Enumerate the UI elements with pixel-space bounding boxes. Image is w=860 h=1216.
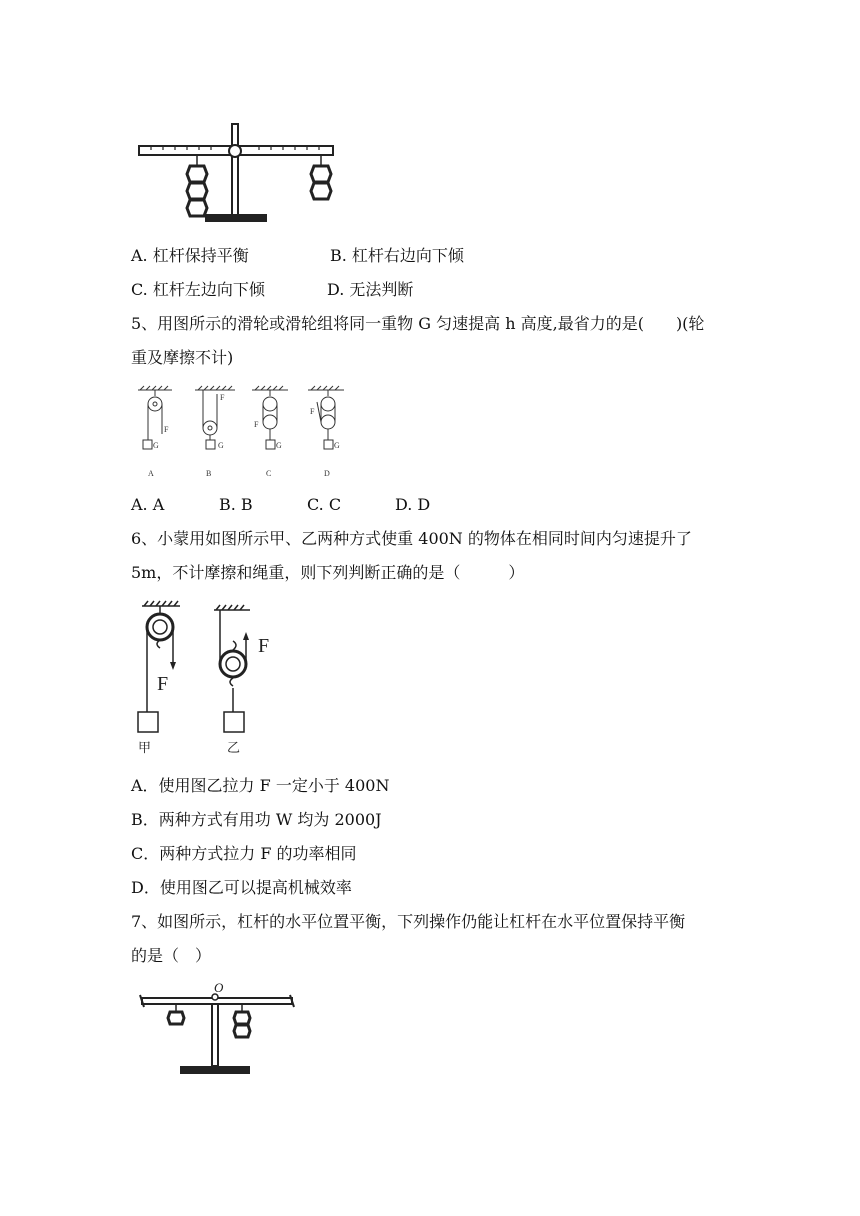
q6-option-b: B．两种方式有用功 W 均为 2000J: [131, 810, 382, 829]
q4-option-c: C. 杠杆左边向下倾: [131, 280, 265, 299]
q5-label-c: C: [266, 469, 272, 478]
q5-label-f-a: F: [164, 425, 169, 434]
lever-figure-1: [135, 120, 345, 230]
q4-option-a: A. 杠杆保持平衡: [131, 246, 249, 265]
q5-label-f-c: F: [254, 420, 259, 429]
pulley-figure-q6: [130, 600, 290, 758]
lever-figure-q7: [138, 980, 298, 1076]
q5-label-a: A: [148, 469, 154, 478]
q5-label-g-c: G: [276, 441, 282, 450]
q7-label-o: O: [214, 980, 224, 995]
q5-label-d: D: [324, 469, 330, 478]
q6-stem-line2: 5m，不计摩擦和绳重，则下列判断正确的是（ ）: [131, 563, 525, 582]
q6-stem-line1: 6、小蒙用如图所示甲、乙两种方式使重 400N 的物体在相同时间内匀速提升了: [131, 529, 692, 548]
q6-label-yi: 乙: [227, 740, 241, 755]
q5-option-c: C. C: [307, 495, 342, 514]
q5-label-b: B: [206, 469, 212, 478]
pulley-figure-q5: [130, 382, 365, 482]
q5-option-a: A. A: [131, 495, 165, 514]
q5-label-g-d: G: [334, 441, 340, 450]
q5-label-g-a: G: [153, 441, 159, 450]
q6-option-d: D．使用图乙可以提高机械效率: [131, 878, 352, 897]
q6-option-a: A．使用图乙拉力 F 一定小于 400N: [131, 776, 390, 795]
q4-option-d: D. 无法判断: [327, 280, 414, 299]
q6-label-f-yi: F: [258, 635, 270, 657]
q5-label-f-b: F: [220, 393, 225, 402]
q6-label-jia: 甲: [138, 740, 152, 755]
q6-label-f-jia: F: [157, 673, 169, 695]
q7-stem-line1: 7、如图所示，杠杆的水平位置平衡，下列操作仍能让杠杆在水平位置保持平衡: [131, 912, 686, 931]
q5-option-d: D. D: [395, 495, 431, 514]
q7-stem-line2: 的是（ ）: [131, 946, 212, 965]
q5-label-g-b: G: [218, 441, 224, 450]
q6-option-c: C．两种方式拉力 F 的功率相同: [131, 844, 357, 863]
q5-label-f-d: F: [310, 407, 315, 416]
q4-option-b: B. 杠杆右边向下倾: [330, 246, 464, 265]
q5-stem-line1: 5、用图所示的滑轮或滑轮组将同一重物 G 匀速提高 h 高度,最省力的是( )(轮: [131, 314, 705, 333]
q5-option-b: B. B: [219, 495, 253, 514]
q5-stem-line2: 重及摩擦不计): [131, 348, 234, 367]
